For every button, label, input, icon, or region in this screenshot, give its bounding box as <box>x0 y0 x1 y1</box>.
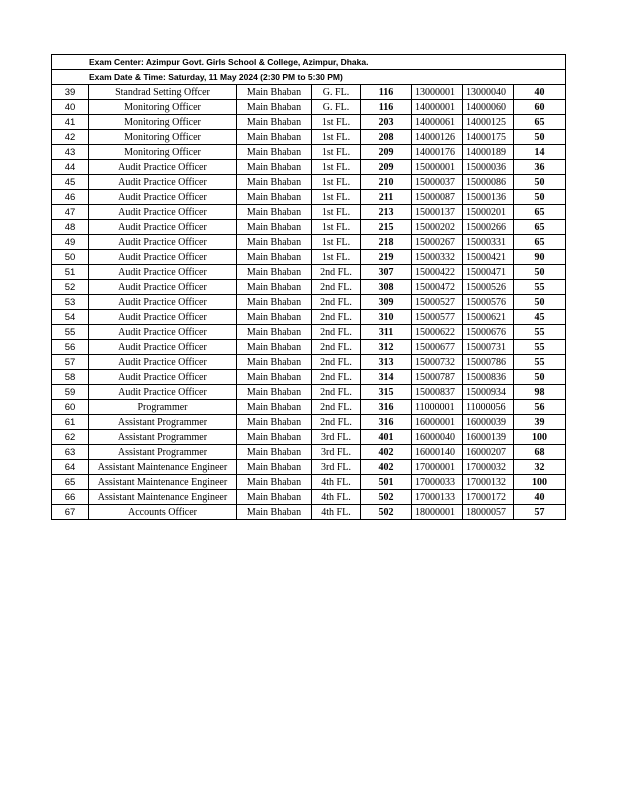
floor-cell: G. FL. <box>312 100 361 115</box>
total-candidates-cell: 55 <box>514 355 566 370</box>
room-number-cell: 307 <box>361 265 412 280</box>
roll-from-cell: 15000267 <box>412 235 463 250</box>
roll-to-cell: 15000786 <box>463 355 514 370</box>
table-row <box>52 115 566 130</box>
post-name-cell: Audit Practice Officer <box>89 310 237 325</box>
roll-from-cell: 16000140 <box>412 445 463 460</box>
table-row <box>52 265 566 280</box>
floor-cell: 1st FL. <box>312 175 361 190</box>
total-candidates-cell: 100 <box>514 430 566 445</box>
post-name-cell: Audit Practice Officer <box>89 175 237 190</box>
roll-to-cell: 15000676 <box>463 325 514 340</box>
table-row <box>52 310 566 325</box>
post-name-cell: Audit Practice Officer <box>89 355 237 370</box>
building-cell: Main Bhaban <box>237 220 312 235</box>
post-name-cell: Audit Practice Officer <box>89 295 237 310</box>
building-cell: Main Bhaban <box>237 205 312 220</box>
table-row <box>52 190 566 205</box>
table-row <box>52 295 566 310</box>
roll-to-cell: 15000421 <box>463 250 514 265</box>
building-cell: Main Bhaban <box>237 460 312 475</box>
serial-cell: 53 <box>52 295 89 310</box>
table-row <box>52 220 566 235</box>
floor-cell: 1st FL. <box>312 250 361 265</box>
floor-cell: 2nd FL. <box>312 325 361 340</box>
serial-cell: 58 <box>52 370 89 385</box>
exam-center-header: Exam Center: Azimpur Govt. Girls School & College, Azimpur, Dhaka. <box>52 55 566 70</box>
post-name-cell: Audit Practice Officer <box>89 325 237 340</box>
floor-cell: 1st FL. <box>312 205 361 220</box>
table-row <box>52 100 566 115</box>
floor-cell: 3rd FL. <box>312 430 361 445</box>
room-number-cell: 501 <box>361 475 412 490</box>
roll-to-cell: 15000934 <box>463 385 514 400</box>
post-name-cell: Audit Practice Officer <box>89 370 237 385</box>
building-cell: Main Bhaban <box>237 130 312 145</box>
roll-from-cell: 14000126 <box>412 130 463 145</box>
post-name-cell: Audit Practice Officer <box>89 220 237 235</box>
room-number-cell: 313 <box>361 355 412 370</box>
roll-from-cell: 15000087 <box>412 190 463 205</box>
room-number-cell: 209 <box>361 145 412 160</box>
serial-cell: 62 <box>52 430 89 445</box>
table-row <box>52 145 566 160</box>
roll-from-cell: 15000332 <box>412 250 463 265</box>
roll-to-cell: 15000621 <box>463 310 514 325</box>
roll-to-cell: 18000057 <box>463 505 514 520</box>
building-cell: Main Bhaban <box>237 415 312 430</box>
total-candidates-cell: 32 <box>514 460 566 475</box>
room-number-cell: 209 <box>361 160 412 175</box>
floor-cell: 2nd FL. <box>312 265 361 280</box>
building-cell: Main Bhaban <box>237 340 312 355</box>
roll-from-cell: 13000001 <box>412 85 463 100</box>
roll-from-cell: 15000622 <box>412 325 463 340</box>
roll-to-cell: 15000136 <box>463 190 514 205</box>
roll-to-cell: 11000056 <box>463 400 514 415</box>
serial-cell: 57 <box>52 355 89 370</box>
serial-cell: 59 <box>52 385 89 400</box>
serial-cell: 50 <box>52 250 89 265</box>
building-cell: Main Bhaban <box>237 235 312 250</box>
post-name-cell: Assistant Maintenance Engineer <box>89 490 237 505</box>
table-row <box>52 475 566 490</box>
floor-cell: 2nd FL. <box>312 415 361 430</box>
exam-center-row <box>52 55 566 70</box>
roll-to-cell: 17000032 <box>463 460 514 475</box>
floor-cell: 2nd FL. <box>312 400 361 415</box>
table-row <box>52 445 566 460</box>
roll-to-cell: 13000040 <box>463 85 514 100</box>
table-row <box>52 235 566 250</box>
roll-from-cell: 17000001 <box>412 460 463 475</box>
total-candidates-cell: 39 <box>514 415 566 430</box>
roll-to-cell: 17000132 <box>463 475 514 490</box>
room-number-cell: 116 <box>361 85 412 100</box>
floor-cell: 1st FL. <box>312 130 361 145</box>
room-number-cell: 311 <box>361 325 412 340</box>
roll-from-cell: 15000001 <box>412 160 463 175</box>
serial-cell: 66 <box>52 490 89 505</box>
roll-to-cell: 15000036 <box>463 160 514 175</box>
post-name-cell: Assistant Maintenance Engineer <box>89 460 237 475</box>
building-cell: Main Bhaban <box>237 370 312 385</box>
room-number-cell: 218 <box>361 235 412 250</box>
post-name-cell: Assistant Programmer <box>89 445 237 460</box>
roll-to-cell: 16000207 <box>463 445 514 460</box>
roll-to-cell: 15000086 <box>463 175 514 190</box>
room-number-cell: 401 <box>361 430 412 445</box>
building-cell: Main Bhaban <box>237 355 312 370</box>
post-name-cell: Audit Practice Officer <box>89 190 237 205</box>
building-cell: Main Bhaban <box>237 160 312 175</box>
table-row <box>52 385 566 400</box>
table-row <box>52 250 566 265</box>
room-number-cell: 309 <box>361 295 412 310</box>
room-number-cell: 402 <box>361 460 412 475</box>
room-number-cell: 315 <box>361 385 412 400</box>
floor-cell: 1st FL. <box>312 145 361 160</box>
serial-cell: 49 <box>52 235 89 250</box>
serial-cell: 55 <box>52 325 89 340</box>
total-candidates-cell: 14 <box>514 145 566 160</box>
exam-datetime-row <box>52 70 566 85</box>
roll-from-cell: 15000732 <box>412 355 463 370</box>
table-row <box>52 340 566 355</box>
table-row <box>52 505 566 520</box>
floor-cell: 2nd FL. <box>312 310 361 325</box>
roll-from-cell: 14000176 <box>412 145 463 160</box>
building-cell: Main Bhaban <box>237 400 312 415</box>
floor-cell: 3rd FL. <box>312 445 361 460</box>
post-name-cell: Audit Practice Officer <box>89 250 237 265</box>
total-candidates-cell: 50 <box>514 295 566 310</box>
building-cell: Main Bhaban <box>237 265 312 280</box>
room-number-cell: 116 <box>361 100 412 115</box>
roll-to-cell: 16000039 <box>463 415 514 430</box>
floor-cell: 1st FL. <box>312 160 361 175</box>
total-candidates-cell: 50 <box>514 175 566 190</box>
serial-cell: 52 <box>52 280 89 295</box>
table-row <box>52 205 566 220</box>
seat-plan-document <box>51 54 565 520</box>
roll-from-cell: 14000001 <box>412 100 463 115</box>
room-number-cell: 312 <box>361 340 412 355</box>
floor-cell: 4th FL. <box>312 490 361 505</box>
roll-from-cell: 15000837 <box>412 385 463 400</box>
serial-cell: 51 <box>52 265 89 280</box>
roll-to-cell: 17000172 <box>463 490 514 505</box>
serial-cell: 61 <box>52 415 89 430</box>
building-cell: Main Bhaban <box>237 325 312 340</box>
roll-to-cell: 15000201 <box>463 205 514 220</box>
floor-cell: 1st FL. <box>312 190 361 205</box>
building-cell: Main Bhaban <box>237 295 312 310</box>
serial-cell: 41 <box>52 115 89 130</box>
table-row <box>52 85 566 100</box>
total-candidates-cell: 36 <box>514 160 566 175</box>
building-cell: Main Bhaban <box>237 145 312 160</box>
roll-to-cell: 15000836 <box>463 370 514 385</box>
roll-from-cell: 15000787 <box>412 370 463 385</box>
total-candidates-cell: 55 <box>514 280 566 295</box>
floor-cell: 2nd FL. <box>312 280 361 295</box>
total-candidates-cell: 40 <box>514 490 566 505</box>
serial-cell: 46 <box>52 190 89 205</box>
serial-cell: 67 <box>52 505 89 520</box>
total-candidates-cell: 40 <box>514 85 566 100</box>
serial-cell: 64 <box>52 460 89 475</box>
room-number-cell: 310 <box>361 310 412 325</box>
room-number-cell: 213 <box>361 205 412 220</box>
exam-datetime-header: Exam Date & Time: Saturday, 11 May 2024 (2:30 PM to 5:30 PM) <box>52 70 566 85</box>
post-name-cell: Assistant Programmer <box>89 415 237 430</box>
roll-to-cell: 15000526 <box>463 280 514 295</box>
serial-cell: 43 <box>52 145 89 160</box>
roll-from-cell: 16000001 <box>412 415 463 430</box>
table-row <box>52 400 566 415</box>
roll-from-cell: 15000677 <box>412 340 463 355</box>
building-cell: Main Bhaban <box>237 175 312 190</box>
floor-cell: 1st FL. <box>312 220 361 235</box>
serial-cell: 63 <box>52 445 89 460</box>
roll-from-cell: 18000001 <box>412 505 463 520</box>
floor-cell: 2nd FL. <box>312 355 361 370</box>
total-candidates-cell: 68 <box>514 445 566 460</box>
total-candidates-cell: 90 <box>514 250 566 265</box>
room-number-cell: 215 <box>361 220 412 235</box>
roll-from-cell: 11000001 <box>412 400 463 415</box>
post-name-cell: Audit Practice Officer <box>89 265 237 280</box>
roll-to-cell: 14000060 <box>463 100 514 115</box>
total-candidates-cell: 65 <box>514 205 566 220</box>
serial-cell: 54 <box>52 310 89 325</box>
table-row <box>52 160 566 175</box>
roll-from-cell: 15000472 <box>412 280 463 295</box>
roll-from-cell: 15000037 <box>412 175 463 190</box>
total-candidates-cell: 50 <box>514 265 566 280</box>
roll-to-cell: 14000125 <box>463 115 514 130</box>
table-row <box>52 415 566 430</box>
floor-cell: G. FL. <box>312 85 361 100</box>
building-cell: Main Bhaban <box>237 430 312 445</box>
floor-cell: 1st FL. <box>312 115 361 130</box>
total-candidates-cell: 65 <box>514 235 566 250</box>
table-row <box>52 460 566 475</box>
room-number-cell: 203 <box>361 115 412 130</box>
serial-cell: 48 <box>52 220 89 235</box>
total-candidates-cell: 50 <box>514 190 566 205</box>
building-cell: Main Bhaban <box>237 385 312 400</box>
room-number-cell: 402 <box>361 445 412 460</box>
floor-cell: 2nd FL. <box>312 370 361 385</box>
post-name-cell: Audit Practice Officer <box>89 340 237 355</box>
roll-from-cell: 15000202 <box>412 220 463 235</box>
building-cell: Main Bhaban <box>237 280 312 295</box>
building-cell: Main Bhaban <box>237 310 312 325</box>
room-number-cell: 210 <box>361 175 412 190</box>
total-candidates-cell: 57 <box>514 505 566 520</box>
roll-from-cell: 17000033 <box>412 475 463 490</box>
table-row <box>52 355 566 370</box>
roll-to-cell: 14000175 <box>463 130 514 145</box>
floor-cell: 2nd FL. <box>312 340 361 355</box>
building-cell: Main Bhaban <box>237 190 312 205</box>
room-number-cell: 219 <box>361 250 412 265</box>
roll-from-cell: 17000133 <box>412 490 463 505</box>
building-cell: Main Bhaban <box>237 85 312 100</box>
roll-from-cell: 15000137 <box>412 205 463 220</box>
room-number-cell: 314 <box>361 370 412 385</box>
post-name-cell: Audit Practice Officer <box>89 205 237 220</box>
floor-cell: 3rd FL. <box>312 460 361 475</box>
floor-cell: 4th FL. <box>312 505 361 520</box>
roll-from-cell: 15000527 <box>412 295 463 310</box>
serial-cell: 47 <box>52 205 89 220</box>
post-name-cell: Accounts Officer <box>89 505 237 520</box>
post-name-cell: Audit Practice Officer <box>89 160 237 175</box>
room-number-cell: 208 <box>361 130 412 145</box>
total-candidates-cell: 100 <box>514 475 566 490</box>
total-candidates-cell: 50 <box>514 370 566 385</box>
post-name-cell: Monitoring Officer <box>89 115 237 130</box>
room-number-cell: 502 <box>361 505 412 520</box>
building-cell: Main Bhaban <box>237 445 312 460</box>
post-name-cell: Audit Practice Officer <box>89 280 237 295</box>
post-name-cell: Monitoring Officer <box>89 100 237 115</box>
post-name-cell: Audit Practice Officer <box>89 385 237 400</box>
table-row <box>52 280 566 295</box>
roll-from-cell: 14000061 <box>412 115 463 130</box>
table-row <box>52 430 566 445</box>
room-number-cell: 308 <box>361 280 412 295</box>
roll-to-cell: 14000189 <box>463 145 514 160</box>
serial-cell: 56 <box>52 340 89 355</box>
room-number-cell: 211 <box>361 190 412 205</box>
post-name-cell: Assistant Maintenance Engineer <box>89 475 237 490</box>
total-candidates-cell: 55 <box>514 325 566 340</box>
building-cell: Main Bhaban <box>237 250 312 265</box>
room-number-cell: 502 <box>361 490 412 505</box>
roll-from-cell: 16000040 <box>412 430 463 445</box>
room-number-cell: 316 <box>361 400 412 415</box>
roll-from-cell: 15000577 <box>412 310 463 325</box>
roll-from-cell: 15000422 <box>412 265 463 280</box>
floor-cell: 4th FL. <box>312 475 361 490</box>
roll-to-cell: 15000576 <box>463 295 514 310</box>
roll-to-cell: 15000266 <box>463 220 514 235</box>
table-row <box>52 370 566 385</box>
table-row <box>52 325 566 340</box>
total-candidates-cell: 50 <box>514 130 566 145</box>
building-cell: Main Bhaban <box>237 505 312 520</box>
roll-to-cell: 15000471 <box>463 265 514 280</box>
serial-cell: 44 <box>52 160 89 175</box>
total-candidates-cell: 98 <box>514 385 566 400</box>
post-name-cell: Programmer <box>89 400 237 415</box>
total-candidates-cell: 45 <box>514 310 566 325</box>
post-name-cell: Assistant Programmer <box>89 430 237 445</box>
post-name-cell: Monitoring Officer <box>89 145 237 160</box>
post-name-cell: Standrad Setting Offcer <box>89 85 237 100</box>
post-name-cell: Monitoring Officer <box>89 130 237 145</box>
table-row <box>52 175 566 190</box>
building-cell: Main Bhaban <box>237 100 312 115</box>
total-candidates-cell: 65 <box>514 220 566 235</box>
total-candidates-cell: 56 <box>514 400 566 415</box>
room-number-cell: 316 <box>361 415 412 430</box>
table-row <box>52 130 566 145</box>
total-candidates-cell: 55 <box>514 340 566 355</box>
floor-cell: 2nd FL. <box>312 295 361 310</box>
serial-cell: 60 <box>52 400 89 415</box>
roll-to-cell: 15000331 <box>463 235 514 250</box>
serial-cell: 40 <box>52 100 89 115</box>
floor-cell: 1st FL. <box>312 235 361 250</box>
building-cell: Main Bhaban <box>237 115 312 130</box>
floor-cell: 2nd FL. <box>312 385 361 400</box>
roll-to-cell: 16000139 <box>463 430 514 445</box>
total-candidates-cell: 60 <box>514 100 566 115</box>
building-cell: Main Bhaban <box>237 475 312 490</box>
serial-cell: 42 <box>52 130 89 145</box>
building-cell: Main Bhaban <box>237 490 312 505</box>
serial-cell: 45 <box>52 175 89 190</box>
table-row <box>52 490 566 505</box>
seat-plan-table <box>51 54 566 520</box>
post-name-cell: Audit Practice Officer <box>89 235 237 250</box>
total-candidates-cell: 65 <box>514 115 566 130</box>
roll-to-cell: 15000731 <box>463 340 514 355</box>
serial-cell: 65 <box>52 475 89 490</box>
serial-cell: 39 <box>52 85 89 100</box>
